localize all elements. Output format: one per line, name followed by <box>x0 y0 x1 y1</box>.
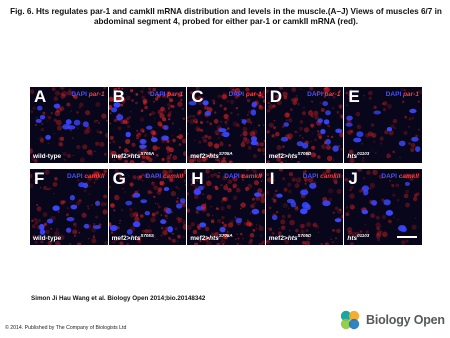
panel-h <box>187 169 265 245</box>
panel-channel-legend <box>307 91 340 99</box>
genotype-label: mef2>hts$^{S705D}$ <box>268 233 312 242</box>
panel-letter: I <box>269 169 275 188</box>
figure-panels <box>30 87 422 245</box>
panel-i <box>266 169 344 245</box>
genotype-label: wild-type <box>33 235 62 242</box>
panel-g <box>109 169 187 245</box>
panel-letter: A <box>34 87 47 106</box>
probe-label: par-1 <box>167 91 184 98</box>
probe-label: par-1 <box>245 91 262 98</box>
genotype-label: mef2>hts$^{S705A}$ <box>190 151 233 160</box>
dapi-label: DAPI <box>149 91 168 98</box>
probe-label: par-1 <box>324 91 341 98</box>
panel-letter: G <box>112 169 126 188</box>
scale-bar <box>397 236 417 239</box>
probe-label: camkII <box>162 173 184 180</box>
genotype-label: mef2>hts$^{S705A}$ <box>111 151 155 160</box>
probe-label: par-1 <box>403 91 419 98</box>
panel-letter: H <box>191 169 204 188</box>
panel-e <box>344 87 422 163</box>
panel-channel-legend <box>71 91 104 99</box>
dapi-label: DAPI <box>71 91 89 98</box>
panel-channel-legend <box>229 91 262 99</box>
dapi-label: DAPI <box>381 173 399 180</box>
dapi-label: DAPI <box>228 91 246 98</box>
panel-letter: C <box>191 87 204 106</box>
panel-row-camkii <box>30 169 422 245</box>
biology-open-logo <box>337 306 445 334</box>
probe-label: camkII <box>84 173 105 180</box>
genotype-label: wild-type <box>33 153 62 160</box>
panel-channel-legend <box>303 173 341 181</box>
citation: Simon Ji Hau Wang et al. Biology Open 2014;bio.20148342 <box>31 295 206 302</box>
panel-channel-legend <box>146 173 184 181</box>
genotype-label: mef2>hts$^{S705S}$ <box>111 233 154 242</box>
probe-label: par-1 <box>88 91 105 98</box>
panel-letter: F <box>34 169 45 188</box>
probe-label: camkII <box>241 173 262 180</box>
panel-a <box>30 87 108 163</box>
panel-letter: J <box>348 169 358 188</box>
dapi-label: DAPI <box>145 173 163 180</box>
panel-c <box>187 87 265 163</box>
dapi-label: DAPI <box>224 173 242 180</box>
dapi-label: DAPI <box>307 91 325 98</box>
panel-channel-legend <box>224 173 262 181</box>
genotype-label: mef2>hts$^{S705D}$ <box>268 151 312 160</box>
panel-channel-legend <box>67 173 105 181</box>
panel-letter: D <box>269 87 283 106</box>
probe-label: camkII <box>398 173 419 180</box>
panel-b <box>109 87 187 163</box>
panel-channel-legend <box>150 91 183 99</box>
logo-mark-icon <box>337 307 363 333</box>
genotype-label: hts$^{01103}$ <box>347 233 370 242</box>
logo-text: Biology Open <box>366 313 445 327</box>
panel-row-par1 <box>30 87 422 163</box>
panel-channel-legend <box>381 173 419 181</box>
genotype-label: hts$^{01103}$ <box>347 151 370 160</box>
panel-letter: B <box>112 87 125 106</box>
genotype-label: mef2>hts$^{S705A}$ <box>190 233 233 242</box>
copyright-footer: © 2014. Published by The Company of Biologists Ltd <box>5 325 127 331</box>
figure-caption: Fig. 6. Hts regulates par-1 and camkII mRNA distribution and levels in the muscle.(A–J) Views of muscles 6/7 in abdominal segment 4, probed for either par-1 or camkII mRNA (red). <box>10 7 442 27</box>
probe-label: camkII <box>320 173 341 180</box>
panel-d <box>266 87 344 163</box>
dapi-label: DAPI <box>385 91 404 98</box>
dapi-label: DAPI <box>67 173 85 180</box>
dapi-label: DAPI <box>302 173 321 180</box>
panel-j <box>344 169 422 245</box>
panel-f <box>30 169 108 245</box>
panel-letter: E <box>348 87 360 106</box>
panel-channel-legend <box>386 91 419 99</box>
